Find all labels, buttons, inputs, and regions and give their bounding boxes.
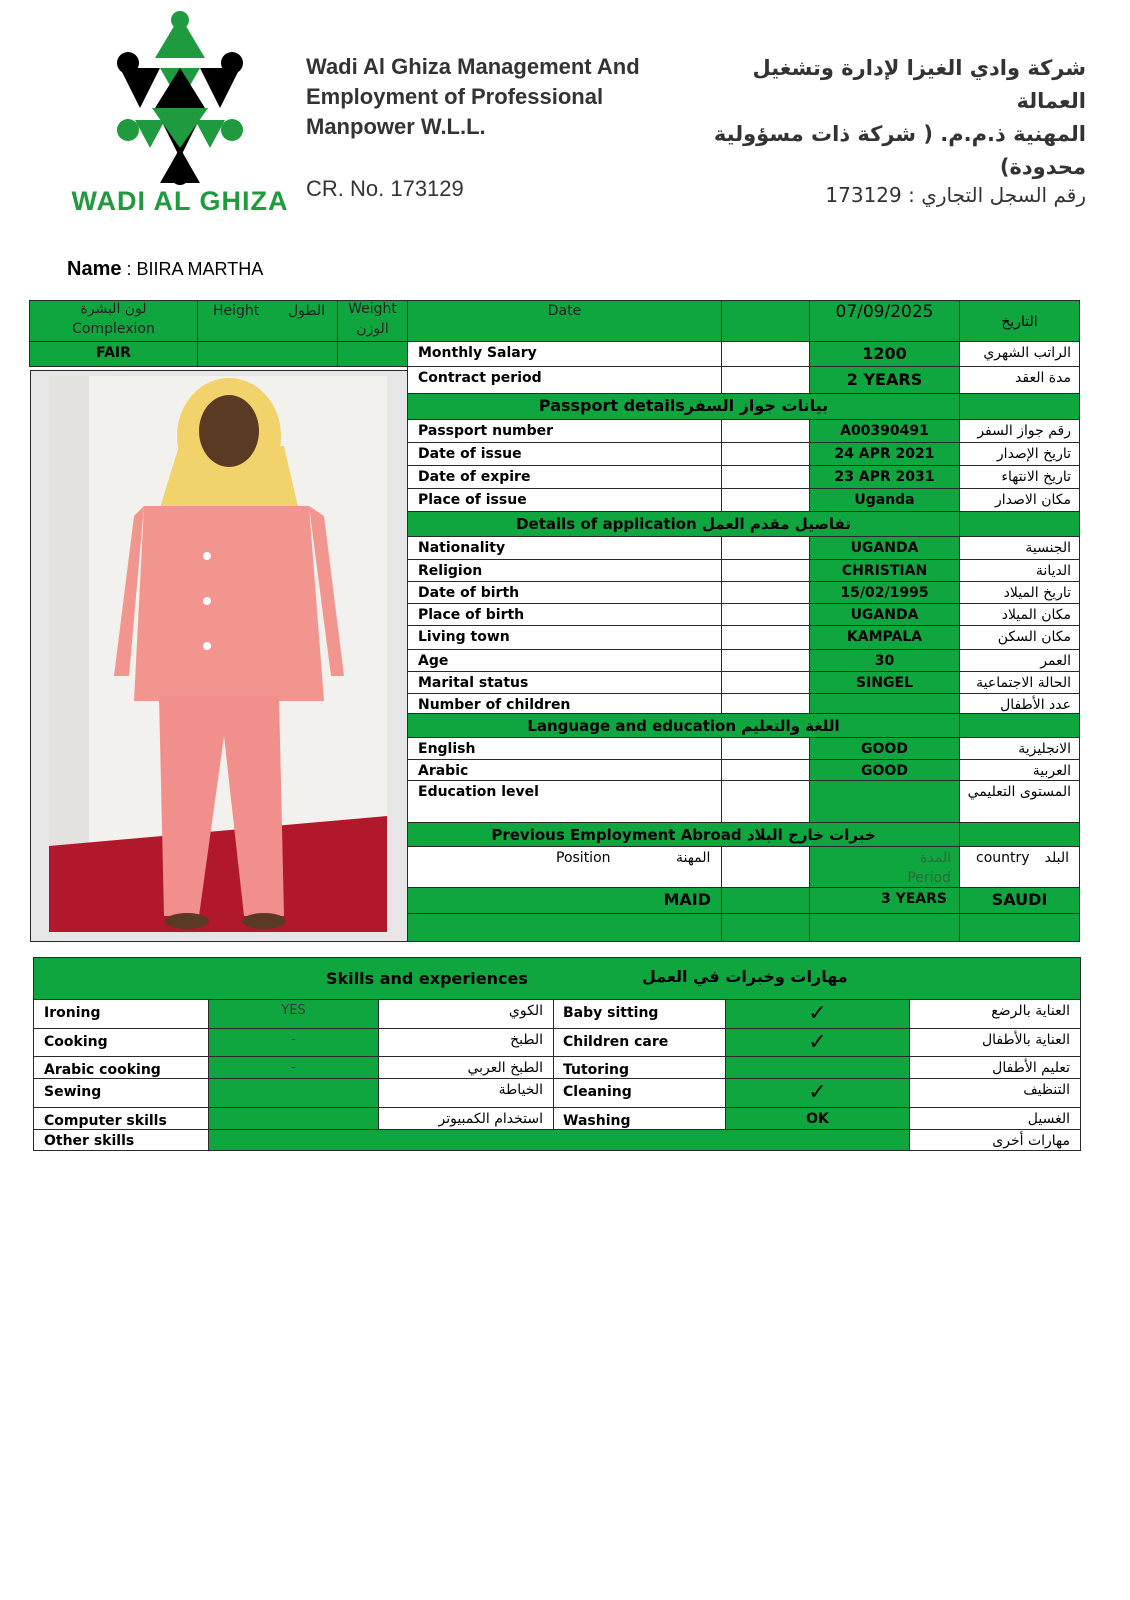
position-label-ar: المهنة bbox=[676, 850, 711, 866]
application-title-en: Details of application bbox=[516, 515, 697, 533]
skill-label-ar: الطبخ العربي bbox=[378, 1056, 554, 1079]
skill-value: YES bbox=[208, 999, 379, 1029]
employment-period: 3 YEARS bbox=[809, 887, 960, 914]
contract-label: Contract period bbox=[407, 366, 722, 394]
skill-label-ar: استخدام الكمبيوتر bbox=[378, 1107, 554, 1130]
salary-value: 1200 bbox=[809, 341, 960, 367]
skill-value-2 bbox=[725, 1056, 910, 1079]
application-row-label: Religion bbox=[407, 559, 722, 582]
language-title-ar: اللغة والتعليم bbox=[741, 717, 840, 735]
skill-label-ar: الخياطة bbox=[378, 1078, 554, 1108]
skill-label-2: Children care bbox=[553, 1028, 726, 1057]
employment-empty-1 bbox=[407, 913, 722, 942]
application-row-blank bbox=[721, 559, 810, 582]
skill-label: Ironing bbox=[33, 999, 209, 1029]
application-section-title bbox=[407, 511, 960, 537]
passport-row-blank bbox=[721, 465, 810, 489]
skill-label-ar-2: الغسيل bbox=[909, 1107, 1081, 1130]
candidate-name-row bbox=[67, 258, 263, 281]
application-row-label-ar: عدد الأطفال bbox=[959, 693, 1080, 714]
passport-row-value: Uganda bbox=[809, 488, 960, 512]
date-header: Date bbox=[407, 300, 722, 342]
application-row-value: CHRISTIAN bbox=[809, 559, 960, 582]
application-title-blank bbox=[959, 511, 1080, 537]
application-row-blank bbox=[721, 581, 810, 604]
language-row-label: Arabic bbox=[407, 759, 722, 781]
country-header bbox=[959, 846, 1080, 888]
language-row-label: English bbox=[407, 737, 722, 760]
position-header bbox=[407, 846, 722, 888]
application-row-blank bbox=[721, 625, 810, 650]
position-label-en: Position bbox=[556, 850, 611, 866]
application-row-value bbox=[809, 693, 960, 714]
company-name-ar-line: محدودة) bbox=[999, 155, 1086, 179]
skill-label-2: Tutoring bbox=[553, 1056, 726, 1079]
application-row-label-ar: الديانة bbox=[959, 559, 1080, 582]
language-title-blank bbox=[959, 713, 1080, 738]
company-name-en-line: Employment of Professional bbox=[306, 84, 604, 109]
skill-value-2: ✓ bbox=[725, 999, 910, 1029]
company-name-en-line: Manpower W.L.L. bbox=[306, 114, 486, 139]
language-row-label-ar: العربية bbox=[959, 759, 1080, 781]
passport-row-value: 23 APR 2031 bbox=[809, 465, 960, 489]
employment-empty-4 bbox=[959, 913, 1080, 942]
height-label-en: Height bbox=[213, 303, 260, 319]
logo-emblem-icon bbox=[60, 8, 300, 188]
skill-value: - bbox=[208, 1028, 379, 1057]
skill-value-2: OK bbox=[725, 1107, 910, 1130]
other-skills-label-ar: مهارات أخرى bbox=[909, 1129, 1081, 1151]
company-name-en-line: Wadi Al Ghiza Management And bbox=[306, 54, 640, 79]
candidate-photo bbox=[49, 376, 387, 932]
contract-value: 2 YEARS bbox=[809, 366, 960, 394]
date-blank-cell bbox=[721, 300, 810, 342]
height-header bbox=[197, 300, 338, 342]
passport-row-label: Date of issue bbox=[407, 442, 722, 466]
passport-row-value: A00390491 bbox=[809, 419, 960, 443]
application-row-value: KAMPALA bbox=[809, 625, 960, 650]
company-name-ar-line: المهنية ذ.م.م. ( شركة ذات مسؤولية bbox=[713, 122, 1086, 146]
period-header bbox=[809, 846, 960, 888]
skill-label: Arabic cooking bbox=[33, 1056, 209, 1079]
language-row-blank bbox=[721, 737, 810, 760]
application-row-blank bbox=[721, 649, 810, 672]
language-title-en: Language and education bbox=[527, 717, 737, 735]
employment-section-title bbox=[407, 822, 960, 847]
employment-title-blank bbox=[959, 822, 1080, 847]
skill-label-ar-2: العناية بالرضع bbox=[909, 999, 1081, 1029]
skill-value bbox=[208, 1078, 379, 1108]
passport-row-blank bbox=[721, 419, 810, 443]
complexion-label-en: Complexion bbox=[72, 321, 155, 337]
skill-label-2: Cleaning bbox=[553, 1078, 726, 1108]
application-row-label: Living town bbox=[407, 625, 722, 650]
salary-label: Monthly Salary bbox=[407, 341, 722, 367]
skills-title-en: Skills and experiences bbox=[326, 969, 528, 988]
passport-row-value: 24 APR 2021 bbox=[809, 442, 960, 466]
complexion-value: FAIR bbox=[29, 341, 198, 367]
skill-value-2: ✓ bbox=[725, 1028, 910, 1057]
application-row-label-ar: مكان السكن bbox=[959, 625, 1080, 650]
passport-section-title bbox=[407, 393, 960, 420]
period-label-en: Period bbox=[907, 870, 951, 886]
company-name-en bbox=[306, 52, 706, 142]
application-row-label: Date of birth bbox=[407, 581, 722, 604]
language-section-title bbox=[407, 713, 960, 738]
application-row-label: Marital status bbox=[407, 671, 722, 694]
language-row-value: GOOD bbox=[809, 737, 960, 760]
skill-label: Cooking bbox=[33, 1028, 209, 1057]
skills-section-title bbox=[33, 957, 1081, 1000]
passport-title-blank bbox=[959, 393, 1080, 420]
skill-label-ar-2: التنظيف bbox=[909, 1078, 1081, 1108]
salary-label-ar: الراتب الشهري bbox=[959, 341, 1080, 367]
language-row-blank bbox=[721, 759, 810, 781]
application-row-blank bbox=[721, 671, 810, 694]
date-label-ar: التاريخ bbox=[959, 300, 1080, 342]
application-row-blank bbox=[721, 536, 810, 560]
skill-label-ar: الطبخ bbox=[378, 1028, 554, 1057]
skills-title-ar: مهارات وخبرات في العمل bbox=[642, 967, 848, 986]
language-row-label-ar: المستوى التعليمي bbox=[959, 780, 1080, 823]
application-row-label: Number of children bbox=[407, 693, 722, 714]
application-row-label-ar: العمر bbox=[959, 649, 1080, 672]
other-skills-label: Other skills bbox=[33, 1129, 209, 1151]
passport-row-label-ar: تاريخ الإصدار bbox=[959, 442, 1080, 466]
skill-label-ar-2: تعليم الأطفال bbox=[909, 1056, 1081, 1079]
country-label-ar: البلد bbox=[1044, 850, 1069, 866]
application-row-label-ar: الجنسية bbox=[959, 536, 1080, 560]
application-row-blank bbox=[721, 603, 810, 626]
company-logo bbox=[60, 8, 300, 230]
passport-row-label-ar: رقم جواز السفر bbox=[959, 419, 1080, 443]
cr-number-en: CR. No. 173129 bbox=[306, 176, 464, 201]
cr-number-ar: رقم السجل التجاري : 173129 bbox=[825, 183, 1086, 207]
application-row-value: 30 bbox=[809, 649, 960, 672]
skill-value bbox=[208, 1107, 379, 1130]
complexion-header bbox=[29, 300, 198, 342]
weight-label-ar: الوزن bbox=[356, 321, 389, 337]
application-row-value: 15/02/1995 bbox=[809, 581, 960, 604]
company-name-ar-line: شركة وادي الغيزا لإدارة وتشغيل العمالة bbox=[752, 56, 1086, 113]
application-row-label: Age bbox=[407, 649, 722, 672]
contract-blank bbox=[721, 366, 810, 394]
country-label-en: country bbox=[976, 850, 1030, 866]
weight-header bbox=[337, 300, 408, 342]
application-row-value: UGANDA bbox=[809, 603, 960, 626]
employment-country: SAUDI bbox=[959, 887, 1080, 914]
passport-row-label: Place of issue bbox=[407, 488, 722, 512]
application-row-label-ar: مكان الميلاد bbox=[959, 603, 1080, 626]
application-row-label-ar: الحالة الاجتماعية bbox=[959, 671, 1080, 694]
skill-label-2: Baby sitting bbox=[553, 999, 726, 1029]
language-row-blank bbox=[721, 780, 810, 823]
employment-title-ar: خبرات خارج البلاد bbox=[746, 826, 876, 844]
application-row-value: SINGEL bbox=[809, 671, 960, 694]
application-title-ar: تفاصيل مقدم العمل bbox=[701, 515, 851, 533]
name-value: : BIIRA MARTHA bbox=[126, 259, 264, 279]
language-row-value: GOOD bbox=[809, 759, 960, 781]
other-skills-value bbox=[208, 1129, 910, 1151]
logo-wordmark: WADI AL GHIZA bbox=[71, 186, 289, 216]
candidate-portrait-icon bbox=[49, 376, 387, 932]
skill-label-ar-2: العناية بالأطفال bbox=[909, 1028, 1081, 1057]
employment-entry-blank bbox=[721, 887, 810, 914]
passport-row-blank bbox=[721, 442, 810, 466]
weight-label-en: Weight bbox=[348, 301, 397, 317]
position-header-blank bbox=[721, 846, 810, 888]
employment-position: MAID bbox=[407, 887, 722, 914]
skill-label-ar: الكوي bbox=[378, 999, 554, 1029]
language-row-label-ar: الانجليزية bbox=[959, 737, 1080, 760]
employment-empty-2 bbox=[721, 913, 810, 942]
application-row-label: Place of birth bbox=[407, 603, 722, 626]
application-row-value: UGANDA bbox=[809, 536, 960, 560]
passport-row-label: Passport number bbox=[407, 419, 722, 443]
passport-title-en: Passport details bbox=[538, 396, 685, 415]
date-value: 07/09/2025 bbox=[809, 300, 960, 342]
height-label-ar: الطول bbox=[288, 303, 326, 319]
company-name-ar bbox=[700, 52, 1086, 184]
salary-blank bbox=[721, 341, 810, 367]
passport-row-label-ar: مكان الاصدار bbox=[959, 488, 1080, 512]
height-value bbox=[197, 341, 338, 367]
complexion-label-ar: لون البشرة bbox=[80, 301, 147, 317]
employment-empty-3 bbox=[809, 913, 960, 942]
skill-label: Sewing bbox=[33, 1078, 209, 1108]
application-row-blank bbox=[721, 693, 810, 714]
language-row-value bbox=[809, 780, 960, 823]
application-row-label: Nationality bbox=[407, 536, 722, 560]
passport-row-label-ar: تاريخ الانتهاء bbox=[959, 465, 1080, 489]
period-label-ar: المدة bbox=[920, 850, 951, 866]
passport-row-blank bbox=[721, 488, 810, 512]
weight-value bbox=[337, 341, 408, 367]
passport-title-ar: بيانات جواز السفر bbox=[684, 396, 829, 415]
skill-value-2: ✓ bbox=[725, 1078, 910, 1108]
skill-label-2: Washing bbox=[553, 1107, 726, 1130]
contract-label-ar: مدة العقد bbox=[959, 366, 1080, 394]
employment-title-en: Previous Employment Abroad bbox=[491, 826, 742, 844]
name-label: Name bbox=[67, 258, 122, 280]
application-row-label-ar: تاريخ الميلاد bbox=[959, 581, 1080, 604]
skill-value: - bbox=[208, 1056, 379, 1079]
skill-label: Computer skills bbox=[33, 1107, 209, 1130]
passport-row-label: Date of expire bbox=[407, 465, 722, 489]
language-row-label: Education level bbox=[407, 780, 722, 823]
